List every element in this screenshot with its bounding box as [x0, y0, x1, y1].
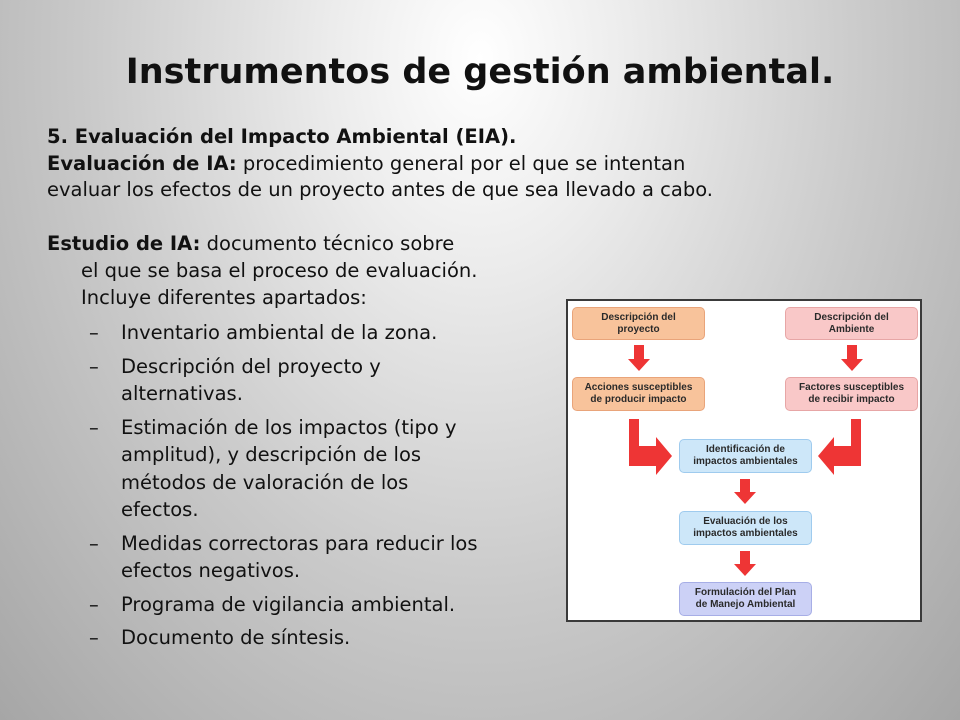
intro-section [47, 124, 927, 204]
down-arrow-icon [734, 551, 756, 576]
down-arrow-icon [734, 479, 756, 504]
list-item: – Descripción del proyecto y alternativas. [89, 354, 381, 405]
dash-bullet: – [89, 321, 99, 344]
ia-study-text-line: Incluye diferentes apartados: [81, 286, 367, 309]
project-description-box [572, 307, 705, 340]
environment-description-box [785, 307, 918, 340]
box-label: Formulación del Plan de Manejo Ambiental [694, 587, 797, 610]
dash-bullet: – [89, 415, 99, 439]
dash-bullet: – [89, 592, 99, 616]
dash-bullet: – [89, 354, 99, 378]
list-item: – Estimación de los impactos (tipo y amplitud), y descripción de los métodos de valoración de los efectos. [89, 415, 457, 521]
box-label: Descripción del proyecto [601, 311, 676, 335]
dash-bullet: – [89, 626, 99, 649]
ia-study-label: Estudio de IA: [47, 232, 201, 255]
ia-evaluation-label: Evaluación de IA: [47, 151, 237, 175]
eia-flow-diagram [566, 299, 922, 622]
environment-factors-box [785, 377, 918, 411]
project-actions-box [572, 377, 705, 411]
ia-study-definition [47, 230, 567, 257]
slide-title: Instrumentos de gestión ambiental. [125, 52, 835, 92]
ia-study-section [47, 230, 567, 658]
list-item: – Programa de vigilancia ambiental. [47, 591, 567, 619]
eia-heading: 5. Evaluación del Impacto Ambiental (EIA). [47, 125, 517, 148]
box-label: Evaluación de los impactos ambientales [693, 516, 798, 539]
box-label: Factores susceptibles de recibir impacto [798, 382, 905, 405]
box-label: Identificación de impactos ambientales [693, 444, 798, 467]
ia-study-text: documento técnico sobre [200, 232, 455, 255]
box-label: Descripción del Ambiente [814, 311, 889, 335]
box-label: Acciones susceptibles de producir impacto [584, 382, 693, 405]
list-item: – Inventario ambiental de la zona. [47, 319, 567, 347]
impact-identification-box [679, 439, 812, 473]
dash-bullet: – [89, 531, 99, 555]
list-item: – Medidas correctoras para reducir los efectos negativos. [89, 531, 478, 582]
ia-evaluation-definition [47, 151, 927, 178]
bent-arrow-left-icon [818, 419, 861, 475]
ia-evaluation-text: procedimiento general por el que se intentan [236, 151, 686, 175]
bent-arrow-right-icon [629, 419, 672, 475]
study-sections-list [47, 319, 567, 652]
down-arrow-icon [841, 345, 863, 371]
ia-study-text-line: el que se basa el proceso de evaluación. [81, 259, 478, 282]
management-plan-box [679, 582, 812, 616]
impact-evaluation-box [679, 511, 812, 545]
ia-evaluation-text-continued: evaluar los efectos de un proyecto antes de que sea llevado a cabo. [47, 178, 713, 201]
list-item: – Documento de síntesis. [47, 624, 567, 652]
down-arrow-icon [628, 345, 650, 371]
